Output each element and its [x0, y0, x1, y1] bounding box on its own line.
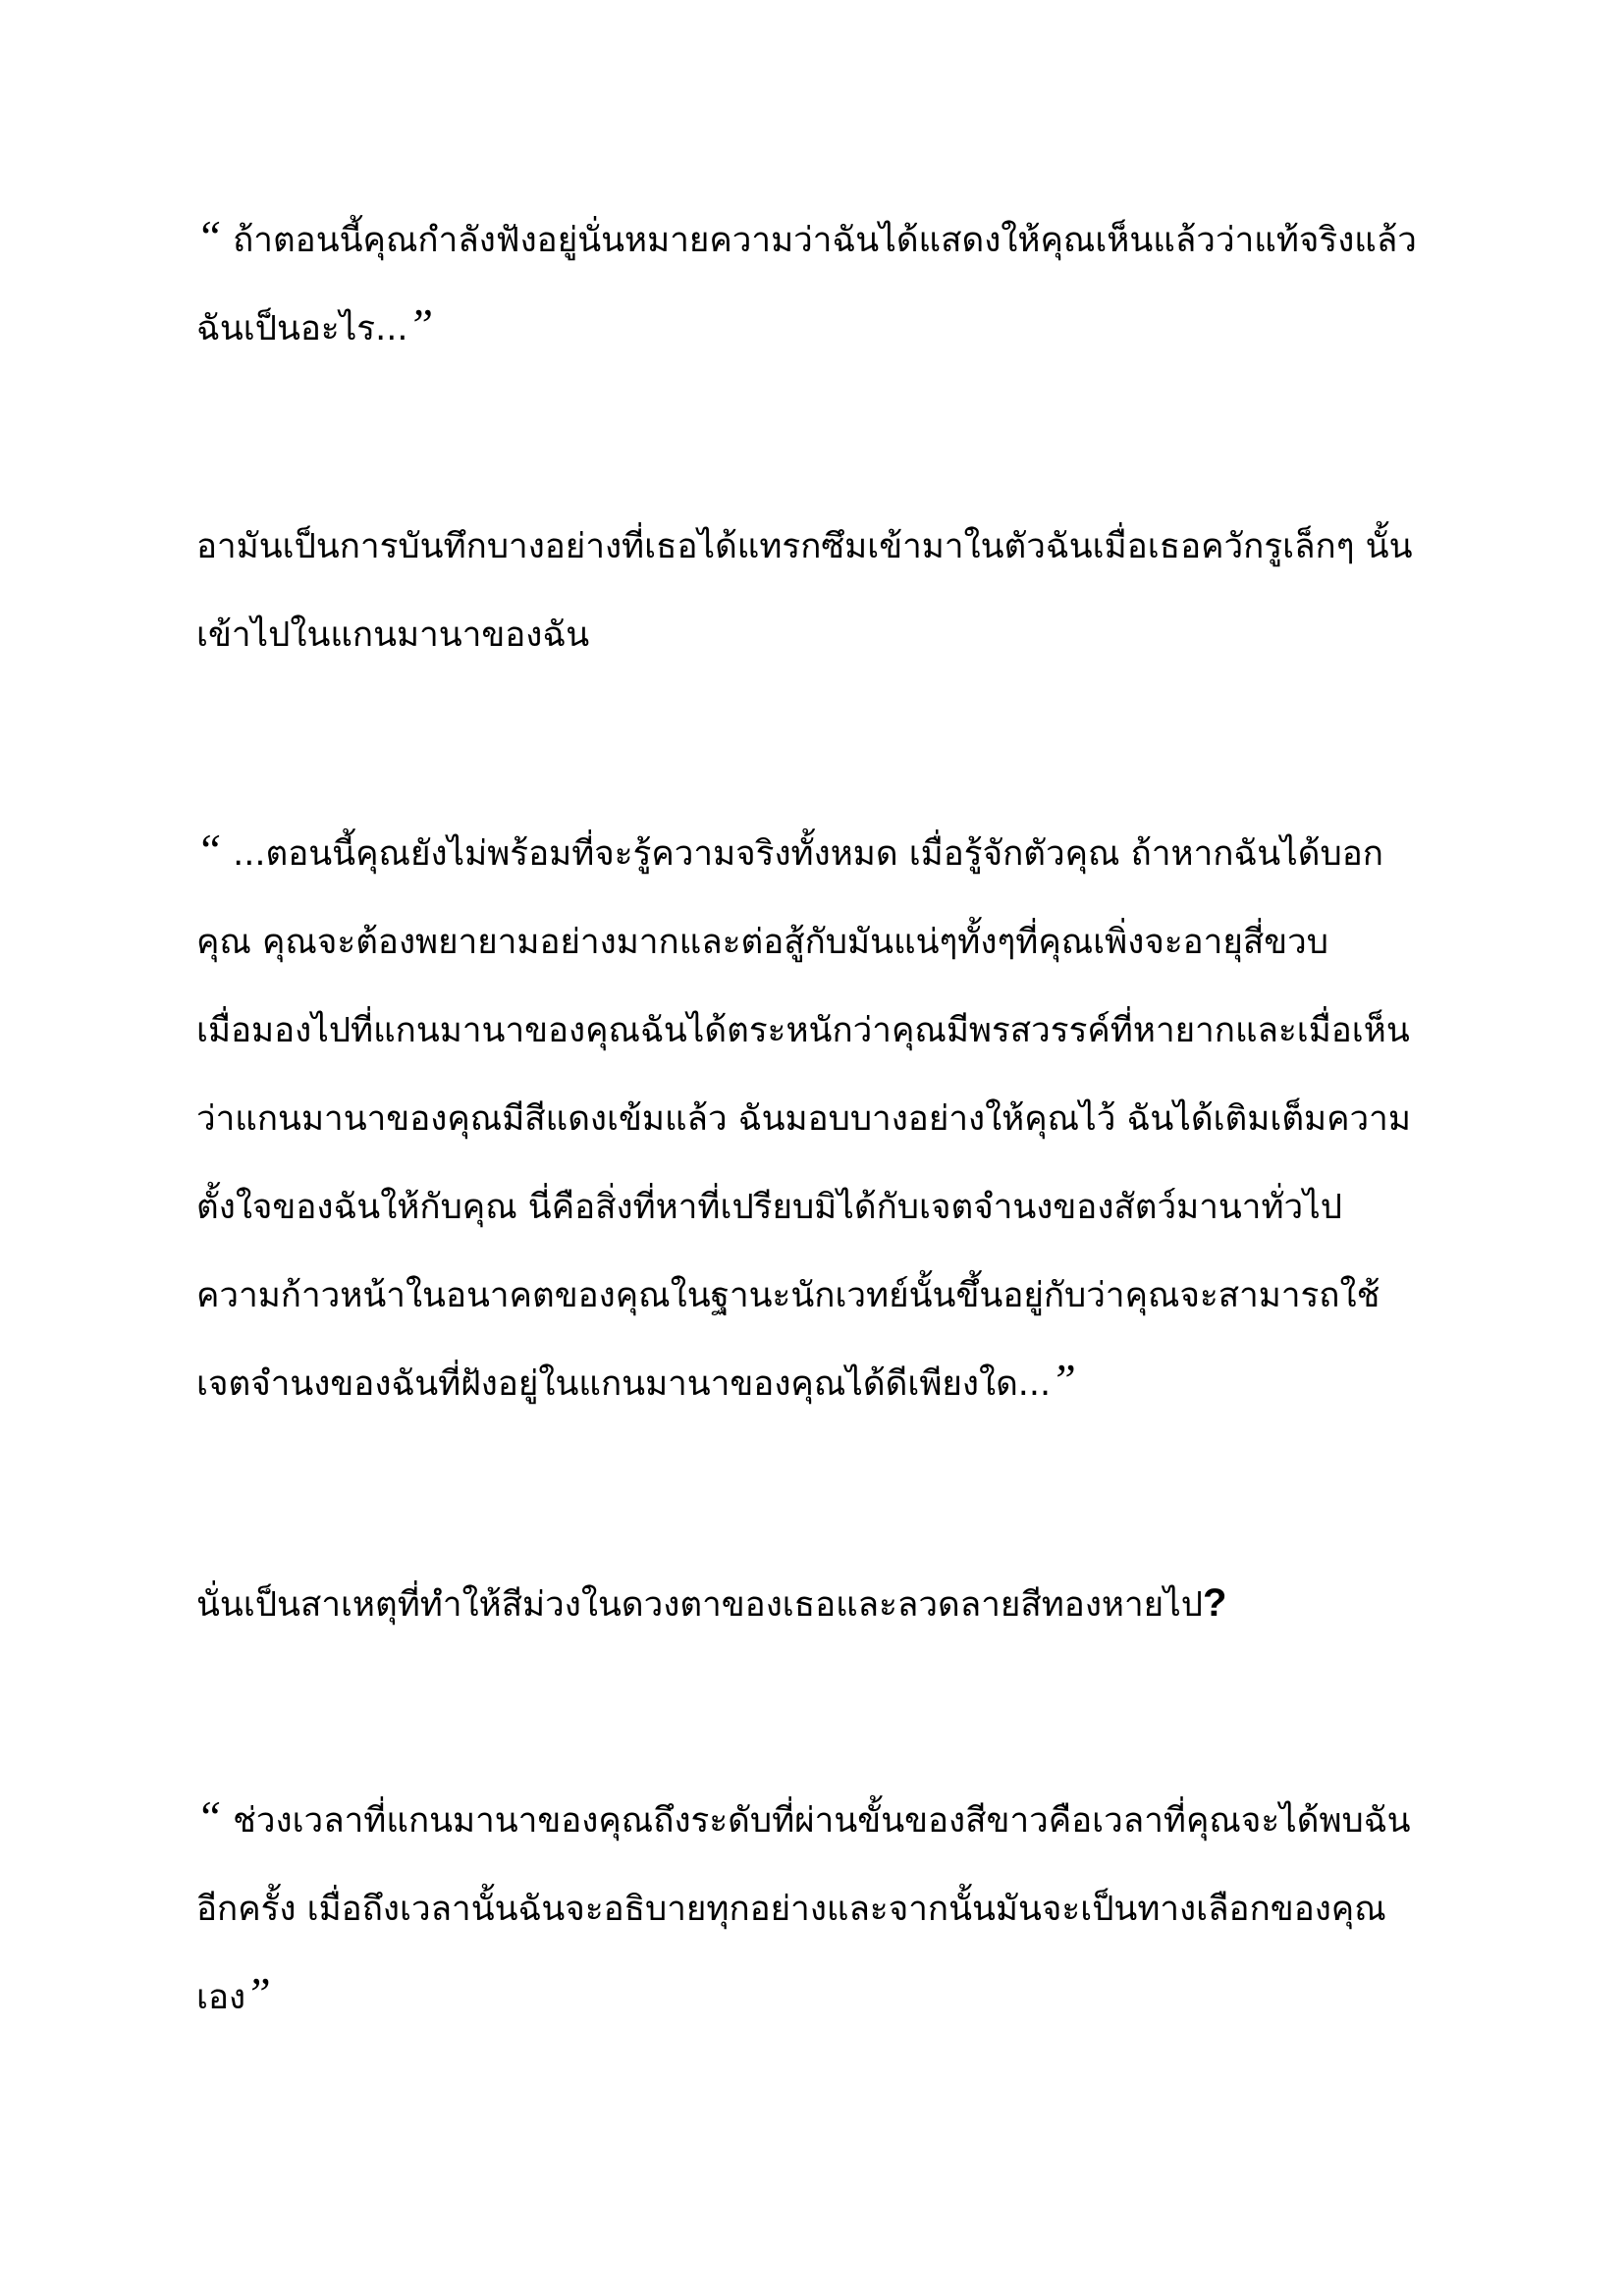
text-line [196, 1163, 1443, 1252]
line-text: ถ้าตอนนี้คุณกำลังฟังอยู่นั่นหมายความว่าฉันได้แสดงให้คุณเห็นแล้วว่าแท้จริงแล้ว [233, 221, 1417, 260]
line-text: เมื่อมองไปที่แกนมานาของคุณฉันได้ตระหนักว่าคุณมีพรสวรรค์ที่หายากและเมื่อเห็น [196, 1011, 1410, 1050]
text-line [196, 1777, 1443, 1865]
text-line [196, 1340, 1443, 1428]
text-line [196, 591, 1443, 679]
line-text: ช่วงเวลาที่แกนมานาของคุณถึงระดับที่ผ่านขั้นของสีขาวคือเวลาที่คุณจะได้พบฉัน [233, 1801, 1411, 1841]
close-quote: ” [407, 299, 434, 349]
text-line [196, 987, 1443, 1075]
line-text: เจตจำนงของฉันที่ฝังอยู่ในแกนมานาของคุณได้ดีเพียงใด... [196, 1364, 1052, 1404]
text-line [196, 285, 1443, 373]
line-text: ตั้งใจของฉันให้กับคุณ นี่คือสิ่งที่หาที่เปรียบมิได้กับเจตจำนงของสัตว์มานาทั่วไป [196, 1188, 1342, 1227]
question-mark: ? [1202, 1581, 1227, 1625]
line-text: นั่นเป็นสาเหตุที่ทำให้สีม่วงในดวงตาของเธอและลวดลายสีทองหายไป [196, 1585, 1203, 1625]
line-text: อีกครั้ง เมื่อถึงเวลานั้นฉันจะอธิบายทุกอย่างและจากนั้นมันจะเป็นทางเลือกของคุณ [196, 1890, 1386, 1929]
text-line [196, 1252, 1443, 1340]
paragraph-5 [196, 1777, 1443, 2042]
line-text: คุณ คุณจะต้องพยายามอย่างมากและต่อสู้กับมันแน่ๆทั้งๆที่คุณเพิ่งจะอายุสี่ขวบ [196, 923, 1328, 962]
open-quote: “ [196, 1791, 234, 1842]
open-quote: “ [196, 825, 234, 875]
line-text: ฉันเป็นอะไร... [196, 309, 408, 348]
text-line [196, 898, 1443, 987]
close-quote: ” [245, 1968, 271, 2018]
text-line [196, 810, 1443, 898]
close-quote: ” [1051, 1355, 1076, 1405]
text-line [196, 196, 1443, 285]
line-text: เอง [196, 1978, 246, 2017]
line-text: อามันเป็นการบันทึกบางอย่างที่เธอได้แทรกซึมเข้ามาในตัวฉันเมื่อเธอควักรูเล็กๆ นั้น [196, 527, 1413, 566]
open-quote: “ [196, 211, 234, 261]
paragraph-4 [196, 1559, 1443, 1649]
line-text: ...ตอนนี้คุณยังไม่พร้อมที่จะรู้ความจริงทั้งหมด เมื่อรู้จักตัวคุณ ถ้าหากฉันได้บอก [233, 834, 1383, 874]
line-text: ว่าแกนมานาของคุณมีสีแดงเข้มแล้ว ฉันมอบบางอย่างให้คุณไว้ ฉันได้เติมเต็มความ [196, 1099, 1411, 1139]
paragraph-1 [196, 196, 1443, 373]
text-line [196, 1865, 1443, 1953]
line-text: ความก้าวหน้าในอนาคตของคุณในฐานะนักเวทย์นั้นขึ้นอยู่กับว่าคุณจะสามารถใช้ [196, 1276, 1380, 1315]
text-line [196, 503, 1443, 591]
text-line [196, 1953, 1443, 2042]
line-text: เข้าไปในแกนมานาของฉัน [196, 615, 590, 655]
text-line [196, 1075, 1443, 1163]
paragraph-2 [196, 503, 1443, 679]
text-line [196, 1559, 1443, 1649]
paragraph-3 [196, 810, 1443, 1428]
